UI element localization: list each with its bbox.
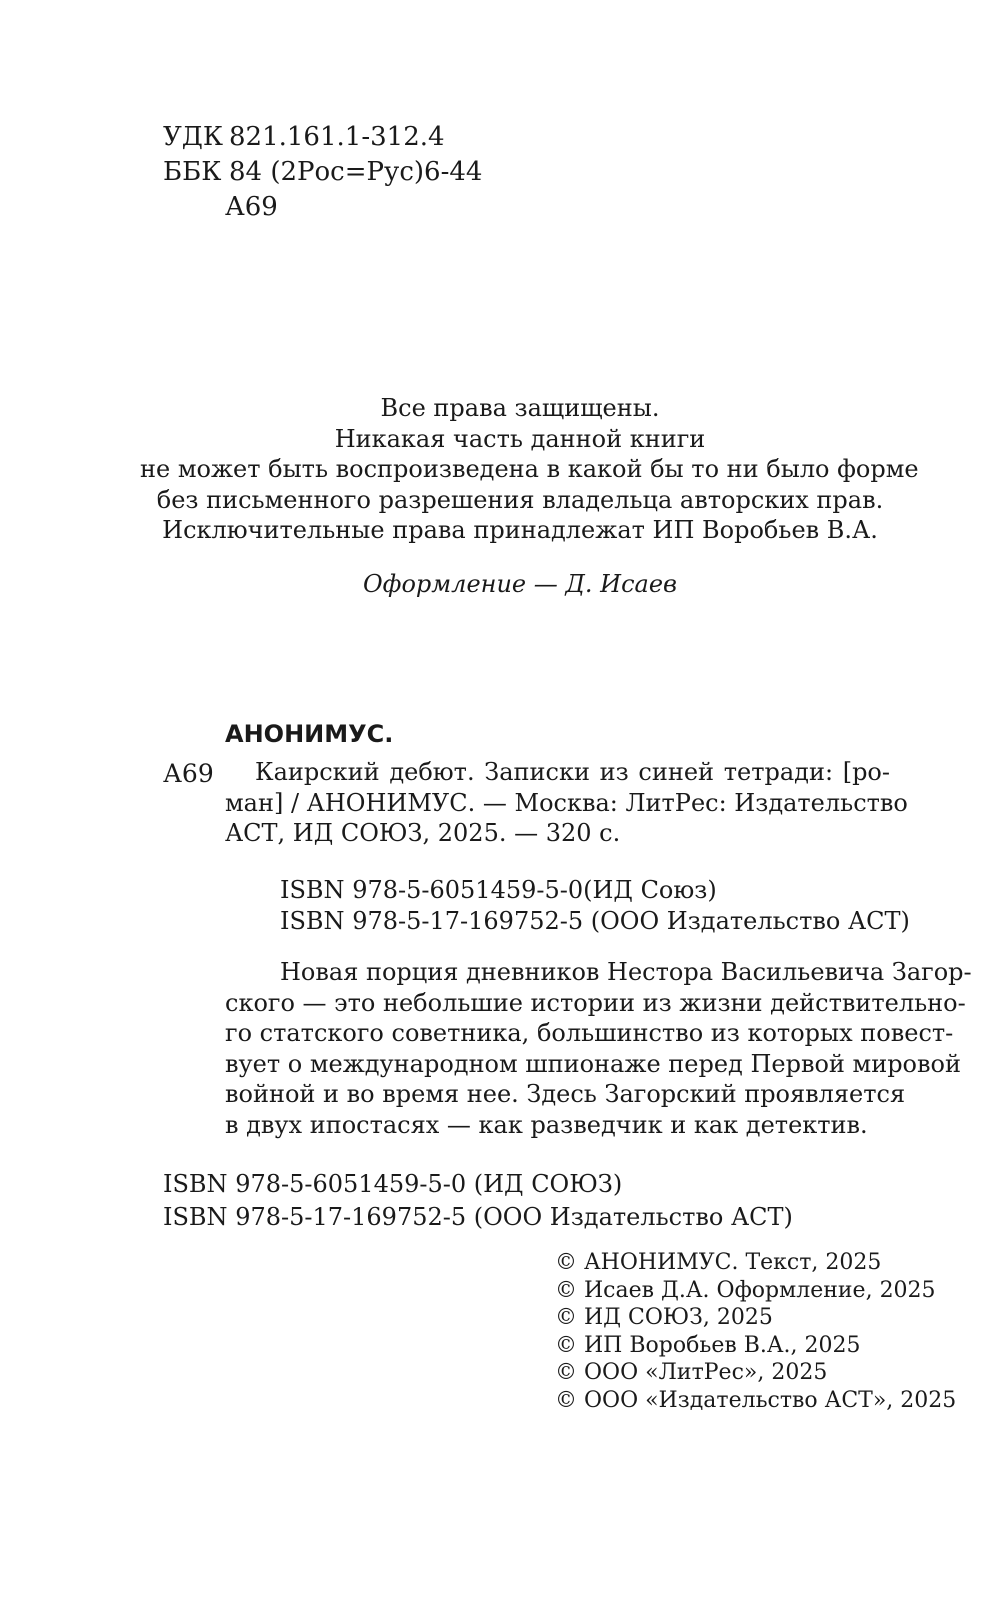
catalog-author: АНОНИМУС. [225,720,394,748]
rights-line: Все права защищены. [380,394,660,422]
rights-line: без письменного разрешения владельца авторских прав. [156,485,884,514]
udk-line [163,122,445,152]
abstract-line: Новая порция дневников Нестора Васильевича Загор- [280,958,972,986]
author-code: А69 [225,192,278,222]
copyright-line: © Исаев Д.А. Оформление, 2025 [555,1277,936,1303]
isbn-line: ISBN 978-5-6051459-5-0(ИД Союз) [280,876,717,904]
rights-statement [140,393,919,546]
copyright-line: © ООО «ЛитРес», 2025 [555,1360,828,1385]
bbk-value: 84 (2Рос=Рус)6-44 [229,157,483,187]
abstract-line: в двух ипостасях — как разведчик и как детектив. [225,1110,868,1139]
bbk-line [163,157,482,187]
book-abstract [225,957,972,1140]
description-line: Каирский дебют. Записки из синей тетради: [ро- [255,758,890,786]
bbk-label: ББК [163,157,222,187]
isbn-line: ISBN 978-5-6051459-5-0 (ИД СОЮЗ) [163,1170,623,1198]
abstract-line: войной и во время нее. Здесь Загорский проявляется [225,1080,906,1108]
design-credit: Оформление — Д. Исаев [362,570,677,598]
rights-line: Никакая часть данной книги [334,424,706,453]
description-line: ман] / АНОНИМУС. — Москва: ЛитРес: Издательство [225,788,908,817]
catalog-description [225,757,908,849]
copyright-line: © АНОНИМУС. Текст, 2025 [555,1250,882,1275]
udk-value: 821.161.1-312.4 [229,122,445,152]
description-line: АСТ, ИД СОЮЗ, 2025. — 320 с. [225,819,621,847]
udk-label: УДК [163,122,224,152]
copyright-line: © ИД СОЮЗ, 2025 [555,1305,773,1330]
copyright-list [555,1249,956,1414]
isbn-line: ISBN 978-5-17-169752-5 (ООО Издательство АСТ) [163,1203,793,1231]
abstract-line: го статского советника, большинство из которых повест- [225,1019,954,1047]
catalog-isbn-list [280,875,910,937]
copyright-line: © ИП Воробьев В.А., 2025 [555,1332,861,1358]
copyright-line: © ООО «Издательство АСТ», 2025 [555,1387,957,1413]
rights-line: Исключительные права принадлежат ИП Воробьев В.А. [162,516,878,544]
abstract-line: вует о международном шпионаже перед Первой мировой [225,1049,961,1078]
rights-line: не может быть воспроизведена в какой бы то ни было форме [140,455,919,483]
catalog-code: А69 [163,759,214,788]
footer-isbn-list [163,1168,793,1234]
abstract-line: ского — это небольшие истории из жизни действительно- [225,988,966,1017]
isbn-line: ISBN 978-5-17-169752-5 (ООО Издательство АСТ) [280,907,910,935]
